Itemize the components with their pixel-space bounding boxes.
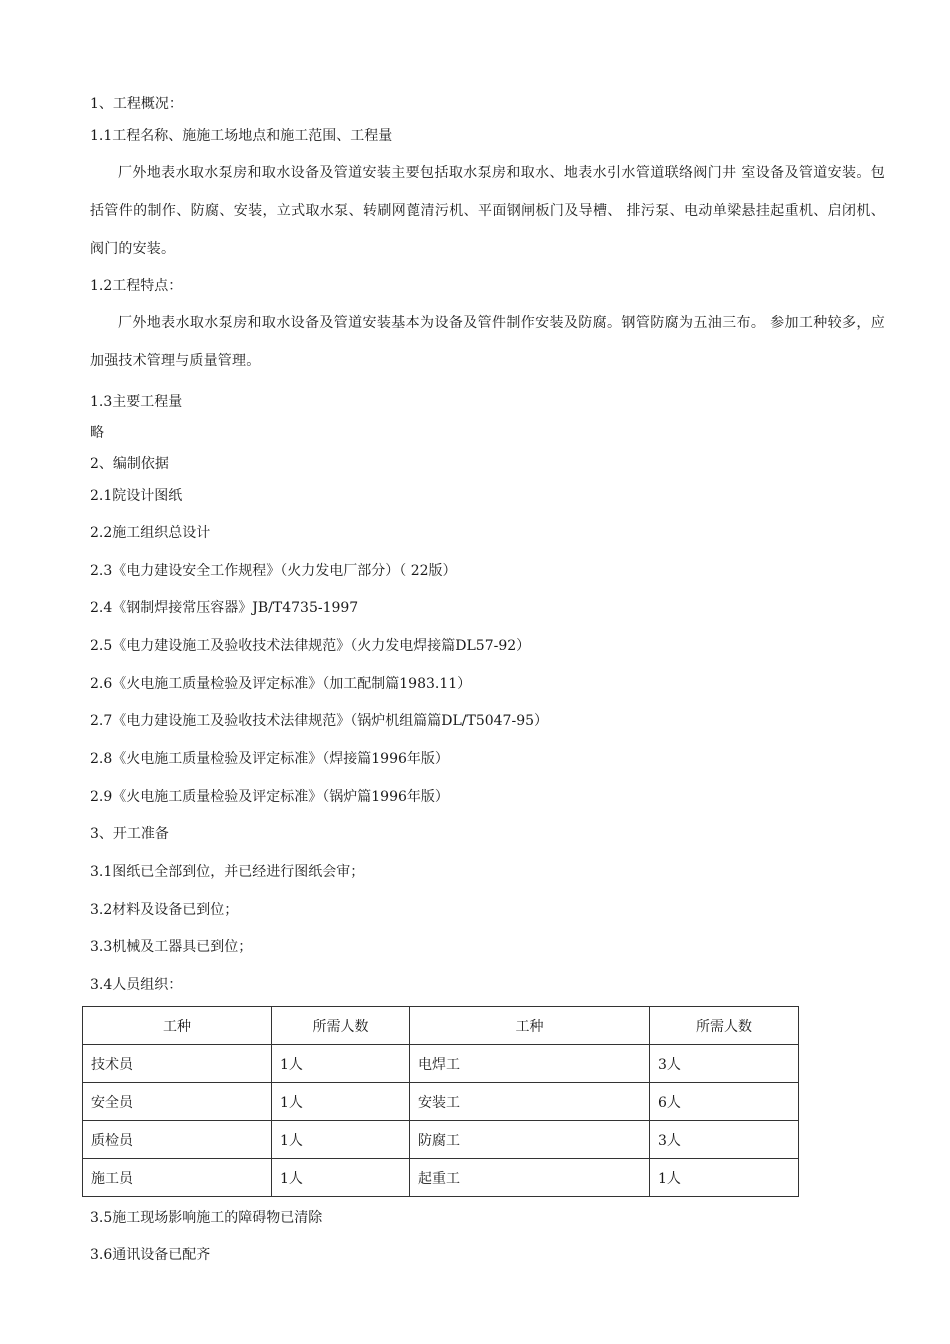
- table-cell: 1人: [272, 1121, 410, 1159]
- table-row: [83, 1045, 799, 1083]
- table-header-cell: 工种: [410, 1007, 650, 1045]
- table-cell: 施工员: [83, 1159, 272, 1197]
- basis-item: 2.7《电力建设施工及验收技术法律规范》（锅炉机组篇篇DL/T5047-95）: [90, 713, 549, 729]
- prep-item: 3.2材料及设备已到位；: [90, 902, 239, 918]
- basis-item: 2.6《火电施工质量检验及评定标准》（加工配制篇1983.11）: [90, 676, 472, 692]
- table-cell: 质检员: [83, 1121, 272, 1159]
- prep-item: 3.3机械及工器具已到位；: [90, 939, 253, 955]
- section-1-3-heading: 1.3主要工程量: [90, 394, 183, 410]
- after-table-item: 3.5施工现场影响施工的障碍物已清除: [90, 1210, 323, 1226]
- basis-item: 2.9《火电施工质量检验及评定标准》（锅炉篇1996年版）: [90, 789, 449, 805]
- section-2-heading: 2、编制依据: [90, 456, 169, 472]
- prep-item: 3.4人员组织：: [90, 977, 183, 993]
- table-cell: 安装工: [410, 1083, 650, 1121]
- table-header-row: [83, 1007, 799, 1045]
- table-header-cell: 所需人数: [650, 1007, 799, 1045]
- basis-item: 2.4《钢制焊接常压容器》JB/T4735-1997: [90, 600, 359, 616]
- table-cell: 技术员: [83, 1045, 272, 1083]
- section-1-2-paragraph: 厂外地表水取水泵房和取水设备及管道安装基本为设备及管件制作安装及防腐。钢管防腐为五油三布。 参加工种较多，应加强技术管理与质量管理。: [90, 315, 885, 369]
- section-3-heading: 3、开工准备: [90, 826, 169, 842]
- table-header-cell: 所需人数: [272, 1007, 410, 1045]
- table-cell: 1人: [272, 1045, 410, 1083]
- staffing-table: [82, 1006, 799, 1197]
- table-row: [83, 1159, 799, 1197]
- section-1-1-paragraph: 厂外地表水取水泵房和取水设备及管道安装主要包括取水泵房和取水、地表水引水管道联络阀门井 室设备及管道安装。包括管件的制作、防腐、安装，立式取水泵、转刷网蓖清污机、平面钢闸板门及导槽、 排污泵、电动单梁悬挂起重机、启闭机、阀门的安装。: [90, 165, 885, 257]
- section-1-2-heading: 1.2工程特点：: [90, 278, 183, 294]
- table-cell: 防腐工: [410, 1121, 650, 1159]
- table-cell: 6人: [650, 1083, 799, 1121]
- table-row: [83, 1083, 799, 1121]
- basis-item: 2.1院设计图纸: [90, 488, 183, 504]
- table-cell: 起重工: [410, 1159, 650, 1197]
- basis-item: 2.2施工组织总设计: [90, 525, 211, 541]
- table-header-cell: 工种: [83, 1007, 272, 1045]
- table-cell: 3人: [650, 1045, 799, 1083]
- section-1-3-body: 略: [90, 425, 104, 441]
- basis-item: 2.3《电力建设安全工作规程》（火力发电厂部分）（ 22版）: [90, 563, 457, 579]
- prep-item: 3.1图纸已全部到位，并已经进行图纸会审；: [90, 864, 365, 880]
- table-cell: 3人: [650, 1121, 799, 1159]
- table-row: [83, 1121, 799, 1159]
- basis-item: 2.8《火电施工质量检验及评定标准》（焊接篇1996年版）: [90, 751, 449, 767]
- section-1-heading: 1、工程概况：: [90, 96, 183, 112]
- table-cell: 1人: [650, 1159, 799, 1197]
- table-cell: 1人: [272, 1083, 410, 1121]
- table-cell: 电焊工: [410, 1045, 650, 1083]
- table-cell: 1人: [272, 1159, 410, 1197]
- section-1-1-heading: 1.1工程名称、施施工场地点和施工范围、工程量: [90, 128, 393, 144]
- basis-item: 2.5《电力建设施工及验收技术法律规范》（火力发电焊接篇DL57-92）: [90, 638, 531, 654]
- table-cell: 安全员: [83, 1083, 272, 1121]
- after-table-item: 3.6通讯设备已配齐: [90, 1247, 211, 1263]
